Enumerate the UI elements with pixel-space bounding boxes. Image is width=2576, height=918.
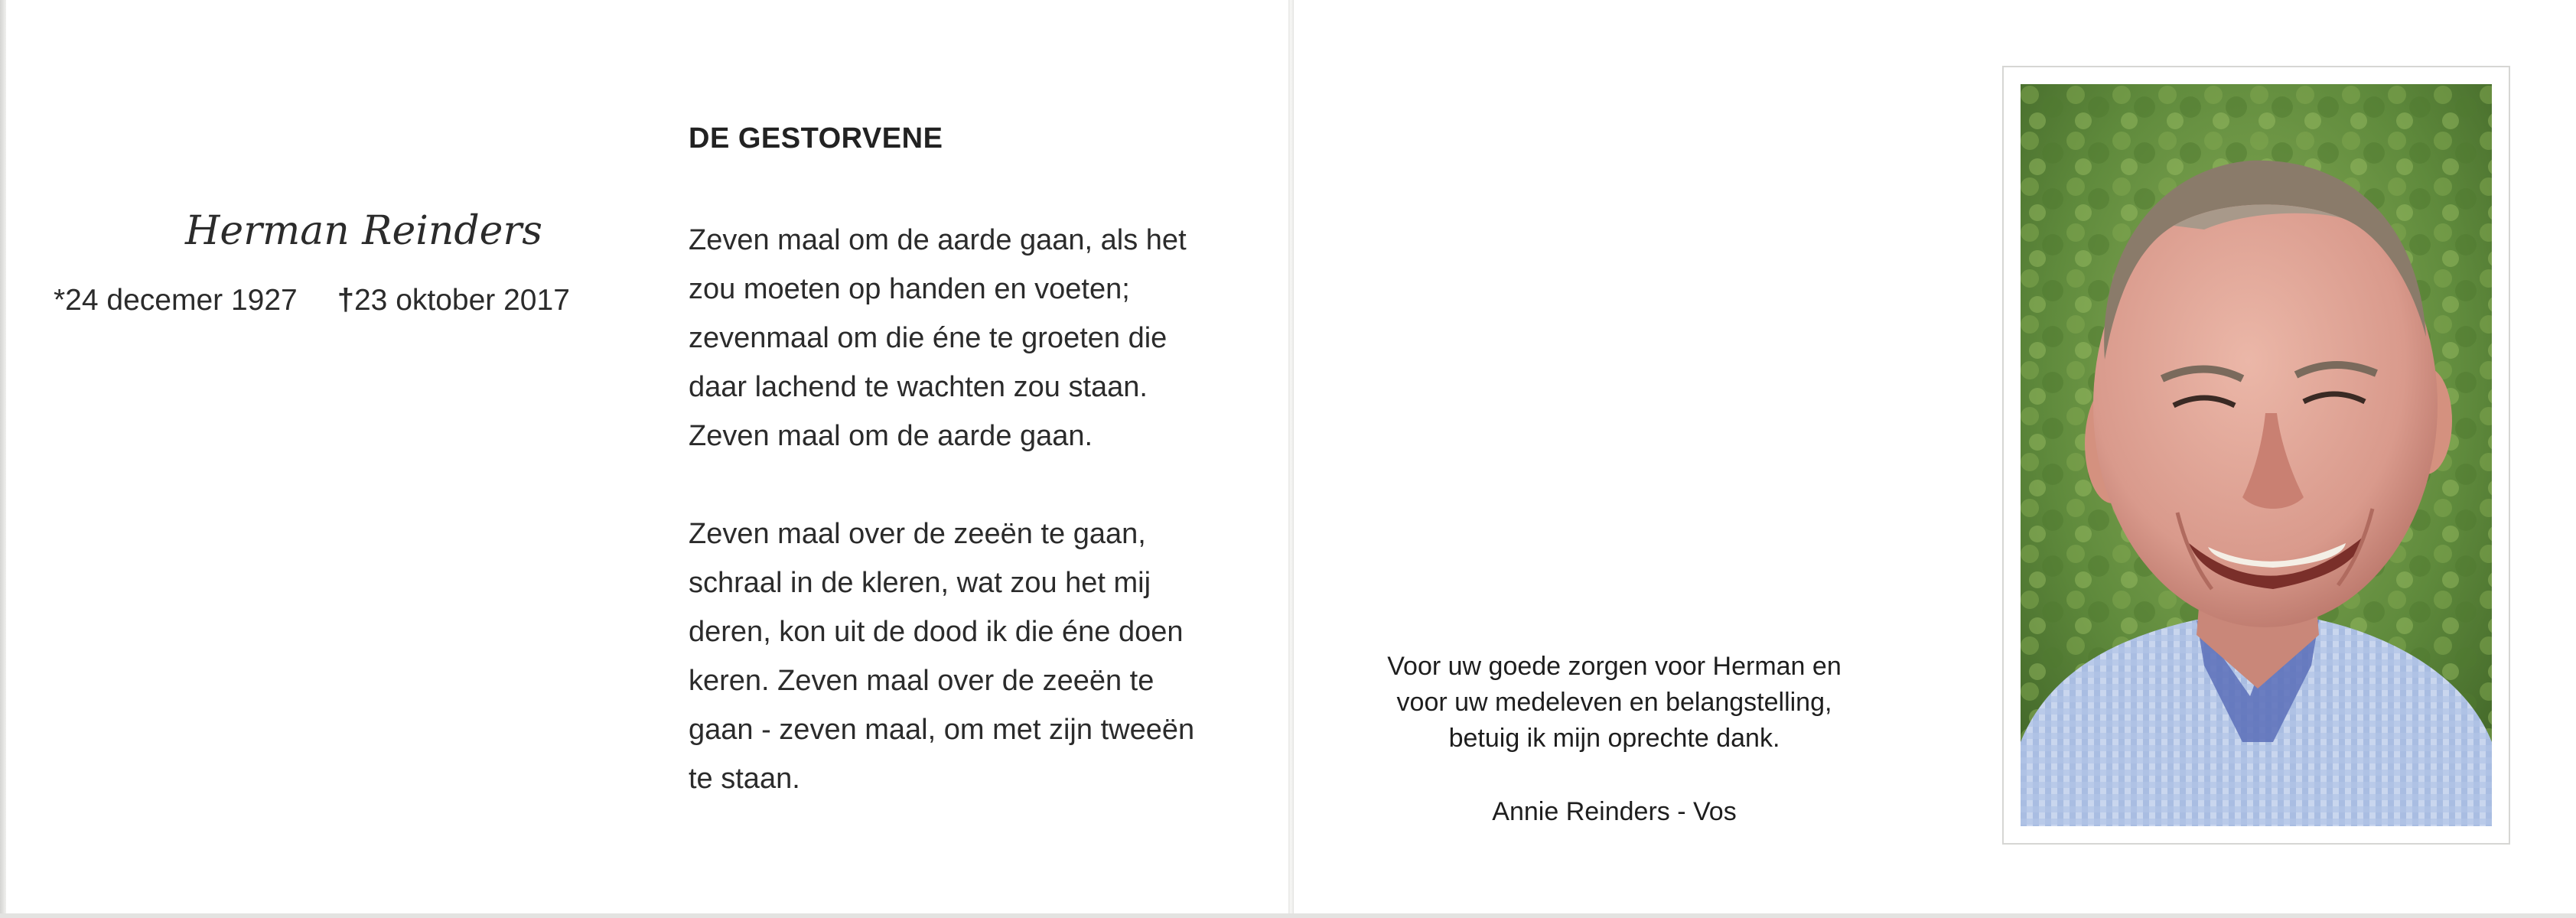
poem-line: gaan - zeven maal, om met zijn tweeën <box>689 714 1195 746</box>
birth-date: *24 decemer 1927 <box>54 284 298 317</box>
photo-frame <box>2002 66 2510 845</box>
poem-line: deren, kon uit de dood ik die éne doen <box>689 616 1184 648</box>
poem-line: zou moeten op handen en voeten; <box>689 273 1130 305</box>
poem-line: Zeven maal om de aarde gaan. <box>689 420 1093 452</box>
poem-stanza-1 <box>689 216 1187 461</box>
life-dates <box>54 283 570 317</box>
poem-line: te staan. <box>689 763 800 795</box>
card-left-edge <box>0 0 6 918</box>
cross-icon: † <box>337 283 354 317</box>
poem-line: schraal in de kleren, wat zou het mij <box>689 567 1151 599</box>
poem-line: zevenmaal om die éne te groeten die <box>689 322 1168 354</box>
death-date-group <box>337 284 570 317</box>
poem-line: daar lachend te wachten zou staan. <box>689 371 1148 403</box>
poem-line: keren. Zeven maal over de zeeën te <box>689 665 1154 697</box>
thanks-line: betuig ik mijn oprechte dank. <box>1448 724 1780 753</box>
poem-line: Zeven maal over de zeeën te gaan, <box>689 518 1146 550</box>
thank-you-message <box>1293 649 1936 757</box>
poem-title: DE GESTORVENE <box>689 122 943 155</box>
deceased-name: Herman Reinders <box>185 208 542 254</box>
portrait-illustration <box>2021 84 2492 826</box>
poem-stanza-2 <box>689 509 1194 803</box>
thanks-line: voor uw medeleven en belangstelling, <box>1396 688 1832 717</box>
portrait-photo <box>2021 84 2492 826</box>
death-date: 23 oktober 2017 <box>353 284 570 317</box>
poem-line: Zeven maal om de aarde gaan, als het <box>689 224 1187 256</box>
signature: Annie Reinders - Vos <box>1492 797 1737 826</box>
thanks-line: Voor uw goede zorgen voor Herman en <box>1387 652 1842 681</box>
card-bottom-edge <box>0 913 2576 918</box>
